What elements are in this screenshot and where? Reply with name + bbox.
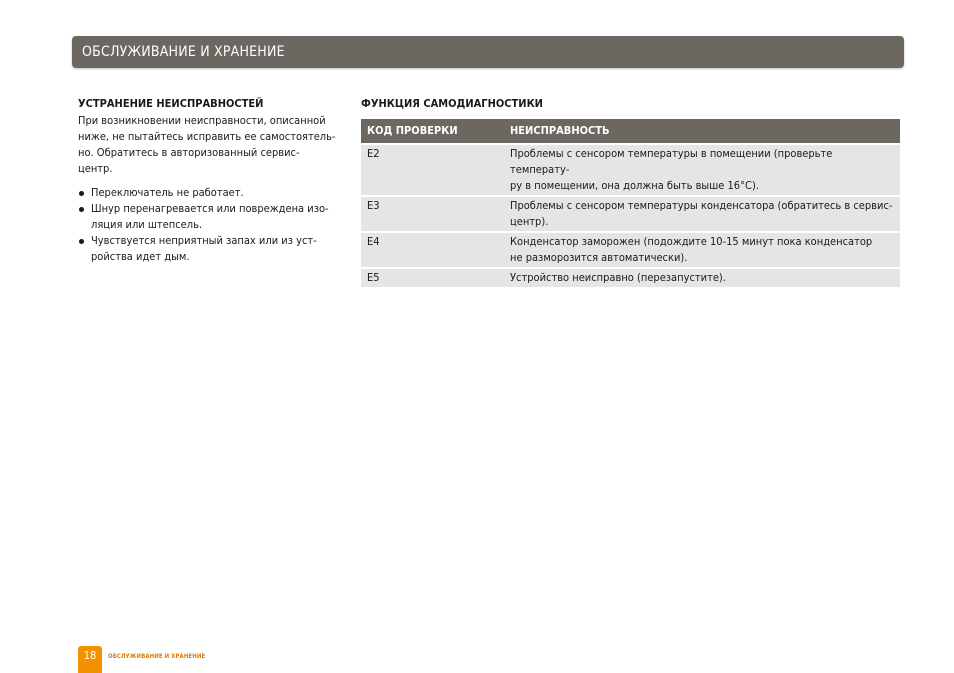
self-diagnosis-heading: ФУНКЦИЯ САМОДИАГНОСТИКИ — [361, 97, 543, 110]
list-item — [78, 201, 340, 233]
fault-line: центр). — [510, 215, 549, 228]
list-item-text: Переключатель не работает. — [91, 186, 244, 199]
list-item-text: ройства идет дым. — [91, 250, 190, 263]
fault-line: не разморозится автоматически). — [510, 251, 688, 264]
fault-cell — [504, 144, 900, 196]
bullet-dot-icon — [79, 207, 84, 212]
fault-cell — [504, 232, 900, 268]
error-code-cell: E3 — [361, 196, 504, 232]
intro-line: При возникновении неисправности, описанной — [78, 114, 326, 127]
footer-section-label: ОБСЛУЖИВАНИЕ И ХРАНЕНИЕ — [108, 653, 206, 660]
troubleshooting-section — [78, 97, 340, 265]
bullet-dot-icon — [79, 239, 84, 244]
column-header-code: КОД ПРОВЕРКИ — [361, 119, 504, 144]
intro-line: ниже, не пытайтесь исправить ее самостоятель- — [78, 130, 336, 143]
fault-line: ру в помещении, она должна быть выше 16°C). — [510, 179, 759, 192]
list-item-text: Шнур перенагревается или повреждена изо- — [91, 202, 329, 215]
list-item-text: Чувствуется неприятный запах или из уст- — [91, 234, 317, 247]
problem-list — [78, 185, 340, 265]
table-row — [361, 268, 900, 287]
table-header-row — [361, 119, 900, 144]
fault-cell — [504, 268, 900, 287]
section-title: ОБСЛУЖИВАНИЕ И ХРАНЕНИЕ — [82, 44, 285, 60]
error-code-table — [361, 119, 900, 287]
intro-line: центр. — [78, 162, 113, 175]
intro-line: но. Обратитесь в авторизованный сервис- — [78, 146, 300, 159]
fault-line: Проблемы с сенсором температуры в помещении (проверьте температу- — [510, 147, 833, 176]
table-row — [361, 196, 900, 232]
section-banner — [72, 36, 904, 68]
column-header-fault: НЕИСПРАВНОСТЬ — [504, 119, 900, 144]
fault-cell — [504, 196, 900, 232]
error-code-cell: E2 — [361, 144, 504, 196]
list-item — [78, 185, 340, 201]
fault-line: Проблемы с сенсором температуры конденсатора (обратитесь в сервис- — [510, 199, 893, 212]
error-code-cell: E4 — [361, 232, 504, 268]
table-row — [361, 144, 900, 196]
list-item — [78, 233, 340, 265]
fault-line: Устройство неисправно (перезапустите). — [510, 271, 726, 284]
troubleshooting-heading: УСТРАНЕНИЕ НЕИСПРАВНОСТЕЙ — [78, 97, 264, 110]
troubleshooting-intro — [78, 113, 340, 177]
bullet-dot-icon — [79, 191, 84, 196]
list-item-text: ляция или штепсель. — [91, 218, 203, 231]
self-diagnosis-section — [361, 97, 900, 287]
page-number: 18 — [78, 646, 102, 673]
error-code-cell: E5 — [361, 268, 504, 287]
table-row — [361, 232, 900, 268]
fault-line: Конденсатор заморожен (подождите 10-15 минут пока конденсатор — [510, 235, 873, 248]
